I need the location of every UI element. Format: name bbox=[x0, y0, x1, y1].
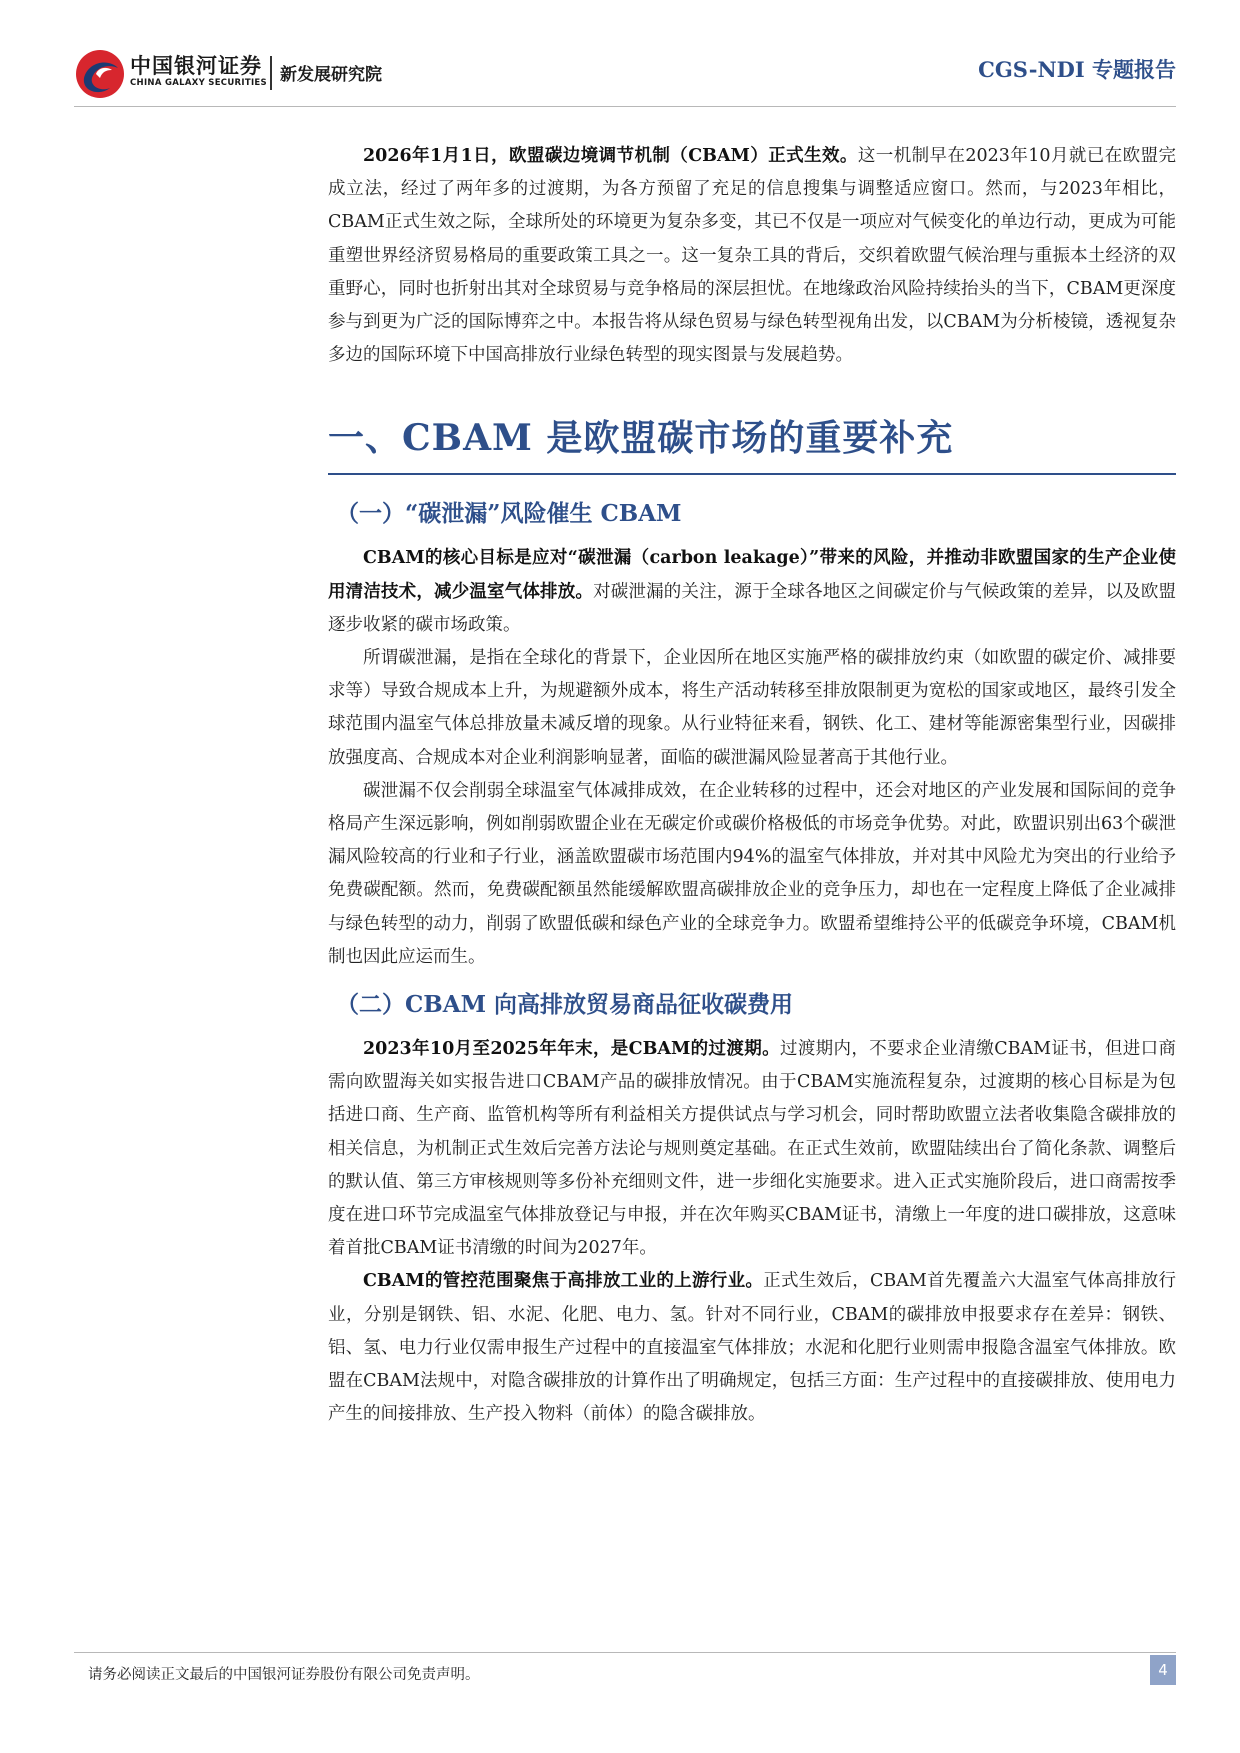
intro-text: 这一机制早在2023年10月就已在欧盟完成立法，经过了两年多的过渡期，为各方预留了充足的信息搜集与调整适应窗口。然而，与2023年相比，CBAM正式生效之际，全球所处的环境更为复杂多变，其已不仅是一项应对气候变化的单边行动，更成为可能重塑世界经济贸易格局的重要政策工具之一。这一复杂工具的背后，交织着欧盟气候治理与重振本土经济的双重野心，同时也折射出其对全球贸易与竞争格局的深层担忧。在地缘政治风险持续抬头的当下，CBAM更深度参与到更为广泛的国际博弈之中。本报告将从绿色贸易与绿色转型视角出发，以CBAM为分析棱镜，透视复杂多边的国际环境下中国高排放行业绿色转型的现实图景与发展趋势。 bbox=[328, 146, 1176, 366]
section-heading-block bbox=[328, 410, 1176, 475]
intro-bold-lead: 2026年1月1日，欧盟碳边境调节机制（CBAM）正式生效。 bbox=[363, 146, 858, 166]
paragraph: 所谓碳泄漏，是指在全球化的背景下，企业因所在地区实施严格的碳排放约束（如欧盟的碳定价、减排要求等）导致合规成本上升，为规避额外成本，将生产活动转移至排放限制更为宽松的国家或地区，最终引发全球范围内温室气体总排放量未减反增的现象。从行业特征来看，钢铁、化工、建材等能源密集型行业，因碳排放强度高、合规成本对企业利润影响显著，面临的碳泄漏风险显著高于其他行业。 bbox=[328, 648, 1176, 768]
paragraph-bold-lead: CBAM的管控范围聚焦于高排放工业的上游行业。 bbox=[363, 1271, 764, 1292]
institute-name: 新发展研究院 bbox=[280, 65, 382, 85]
subsection-title-carbon-leakage: （一）“碳泄漏”风险催生 CBAM bbox=[336, 500, 682, 528]
paragraph bbox=[328, 1265, 1176, 1431]
paragraph-text: 对碳泄漏的关注，源于全球各地区之间碳定价与气候政策的差异，以及欧盟逐步收紧的碳市场政策。 bbox=[328, 581, 1177, 635]
brand-name-en: CHINA GALAXY SECURITIES bbox=[130, 78, 267, 88]
galaxy-swirl-icon bbox=[74, 48, 126, 100]
paragraph bbox=[328, 542, 1176, 642]
paragraph-text: 正式生效后，CBAM首先覆盖六大温室气体高排放行业，分别是钢铁、铝、水泥、化肥、电力、氢。针对不同行业，CBAM的碳排放申报要求存在差异：钢铁、铝、氢、电力行业仅需申报生产过程中的直接温室气体排放；水泥和化肥行业则需申报隐含温室气体排放。欧盟在CBAM法规中，对隐含碳排放的计算作出了明确规定，包括三方面：生产过程中的直接碳排放、使用电力产生的间接排放、生产投入物料（前体）的隐含碳排放。 bbox=[328, 1271, 1177, 1425]
page-number: 4 bbox=[1150, 1655, 1176, 1685]
paragraph-text: 过渡期内，不要求企业清缴CBAM证书，但进口商需向欧盟海关如实报告进口CBAM产品的碳排放情况。由于CBAM实施流程复杂，过渡期的核心目标是为包括进口商、生产商、监管机构等所有利益相关方提供试点与学习机会，同时帮助欧盟立法者收集隐含碳排放的相关信息，为机制正式生效后完善方法论与规则奠定基础。在正式生效前，欧盟陆续出台了简化条款、调整后的默认值、第三方审核规则等多份补充细则文件，进一步细化实施要求。进入正式实施阶段后，进口商需按季度在进口环节完成温室气体排放登记与申报，并在次年购买CBAM证书，清缴上一年度的进口碳排放，这意味着首批CBAM证书清缴的时间为2027年。 bbox=[328, 1039, 1177, 1259]
footer-rule bbox=[74, 1652, 1176, 1653]
section-title: 一、CBAM 是欧盟碳市场的重要补充 bbox=[328, 417, 954, 460]
report-type-label: CGS-NDI 专题报告 bbox=[978, 57, 1176, 82]
header-divider bbox=[270, 56, 272, 90]
intro-paragraph bbox=[328, 140, 1176, 372]
report-body bbox=[328, 140, 1176, 1432]
brand-name-cn: 中国银河证券 bbox=[130, 54, 262, 78]
paragraph-bold-lead: 2023年10月至2025年年末，是CBAM的过渡期。 bbox=[363, 1039, 780, 1060]
paragraph: 碳泄漏不仅会削弱全球温室气体减排成效，在企业转移的过程中，还会对地区的产业发展和国际间的竞争格局产生深远影响，例如削弱欧盟企业在无碳定价或碳价格极低的市场竞争优势。对此，欧盟识别出63个碳泄漏风险较高的行业和子行业，涵盖欧盟碳市场范围内94%的温室气体排放，并对其中风险尤为突出的行业给予免费碳配额。然而，免费碳配额虽然能缓解欧盟高碳排放企业的竞争压力，却也在一定程度上降低了企业减排与绿色转型的动力，削弱了欧盟低碳和绿色产业的全球竞争力。欧盟希望维持公平的低碳竞争环境，CBAM机制也因此应运而生。 bbox=[328, 780, 1176, 967]
paragraph-bold-lead: CBAM的核心目标是应对“碳泄漏（carbon leakage）”带来的风险，并推动非欧盟国家的生产企业使用清洁技术，减少温室气体排放。 bbox=[328, 548, 1176, 602]
header-rule bbox=[74, 106, 1176, 107]
subsection-title-cbam-levy: （二）CBAM 向高排放贸易商品征收碳费用 bbox=[336, 991, 794, 1019]
paragraph bbox=[328, 1033, 1176, 1265]
footer-disclaimer: 请务必阅读正文最后的中国银河证券股份有限公司免责声明。 bbox=[88, 1667, 480, 1683]
